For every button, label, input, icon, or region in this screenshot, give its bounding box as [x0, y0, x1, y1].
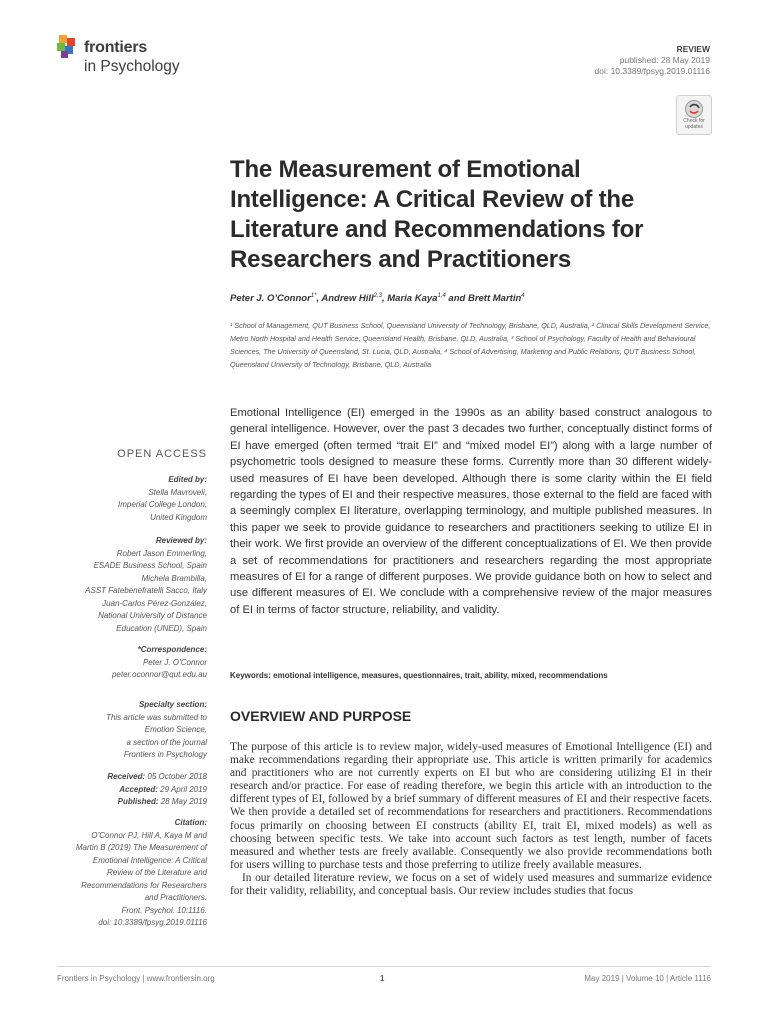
reviewer-line: Education (UNED), Spain — [116, 623, 207, 633]
correspondence-block — [50, 644, 207, 682]
author-affiliation-ref: 1* — [310, 293, 317, 299]
specialty-line: Frontiers in Psychology — [123, 750, 207, 759]
editor-line: United Kingdom — [150, 512, 207, 522]
journal-logo[interactable] — [57, 35, 207, 80]
check-updates-icon — [684, 99, 704, 119]
edited-by-heading: Edited by: — [168, 475, 207, 484]
article-title: The Measurement of Emotional Intelligence: A Critical Review of the Literature and Recommendations for Researchers and Practitioners — [230, 156, 644, 273]
keywords-label: Keywords: — [230, 671, 271, 680]
specialty-line: a section of the journal — [126, 737, 207, 747]
published-date-sidebar: Published: 28 May 2019 — [117, 797, 207, 806]
author-affiliation-ref: 2,3 — [373, 293, 382, 299]
article-doi[interactable]: doi: 10.3389/fpsyg.2019.01116 — [594, 66, 710, 76]
reviewer-line: ASST Fatebenefratelli Sacco, Italy — [85, 586, 207, 595]
edited-by-block — [50, 474, 207, 524]
specialty-heading: Specialty section: — [138, 700, 207, 709]
footer-divider — [57, 966, 711, 967]
author-name[interactable]: Andrew Hill — [321, 293, 374, 305]
correspondence-name: Peter J. O’Connor — [142, 657, 207, 667]
received-date: Received: 05 October 2018 — [107, 772, 207, 781]
reviewed-by-heading: Reviewed by: — [155, 536, 207, 545]
keywords-value: emotional intelligence, measures, questionnaires, trait, ability, mixed, recommendations — [273, 671, 608, 680]
correspondence-email-link[interactable]: peter.oconnor@qut.edu.au — [111, 670, 207, 679]
logo-wordmark-frontiers: frontiers — [84, 39, 148, 56]
footer-journal-link[interactable]: Frontiers in Psychology | www.frontiersin.org — [57, 974, 215, 983]
check-for-updates-button[interactable] — [676, 95, 712, 135]
author-affiliation-ref: 4 — [521, 293, 525, 299]
body-paragraph: In our detailed literature review, we focus on a set of widely used measures and summarize evidence for their validity, reliability, and conceptual basis. Our review includes studies that focus — [230, 871, 712, 898]
article-meta — [595, 44, 710, 77]
reviewer-line[interactable]: Robert Jason Emmerling, — [116, 548, 207, 558]
reviewer-line: National University of Distance — [98, 611, 207, 620]
citation-line: Emotional Intelligence: A Critical — [92, 855, 207, 865]
check-updates-label: Check for updates — [683, 118, 705, 130]
specialty-line: This article was submitted to — [106, 712, 207, 722]
published-date: published: 28 May 2019 — [619, 55, 710, 65]
open-access-label: OPEN ACCESS — [117, 448, 207, 460]
article-type: REVIEW — [676, 44, 710, 54]
citation-line: and Practitioners. — [144, 893, 207, 902]
body-paragraph: The purpose of this article is to review major, widely-used measures of Emotional Intelligence (EI) and make recommendations regarding their appropriate use. This article is written primarily for academics and practitioners who are not currently experts on EI but who are considering utilizing EI in their research and/or practice. For ease of reading therefore, we begin this article with an introduction to the different types of EI, followed by a brief summary of different measures of EI and their respective facets. We then provide a detailed set of recommendations for researchers and practitioners. Recommendations focus primarily on choosing between EI constructs (ability EI, trait EI, mixed models) as well as choosing between specific tests. We take into account such factors as test length, number of facets measured and whether tests are freely available. Consequently we also provide recommendations both for users willing to purchase tests and those preferring to utilize freely available measures. — [230, 741, 712, 871]
citation-heading: Citation: — [174, 818, 207, 827]
author-list: Peter J. O’Connor$^{1*}$, Andrew Hill$^{2,3}$, Maria Kaya$^{1,4}$ and Brett Martin$^4$ — [230, 293, 525, 305]
citation-line: O’Connor PJ, Hill A, Kaya M and — [91, 830, 207, 840]
page-number: 1 — [380, 974, 385, 983]
reviewer-line: ESADE Business School, Spain — [93, 561, 207, 570]
author-name[interactable]: Peter J. O’Connor — [230, 293, 311, 305]
author-affiliation-ref: 1,4 — [437, 293, 446, 299]
section-heading: OVERVIEW AND PURPOSE — [230, 708, 412, 724]
accepted-date: Accepted: 29 April 2019 — [119, 784, 207, 794]
specialty-section-block — [50, 699, 207, 762]
citation-line: Recommendations for Researchers — [81, 880, 207, 890]
frontiers-logo-icon — [57, 35, 81, 59]
section-body — [230, 741, 712, 898]
abstract: Emotional Intelligence (EI) emerged in the 1990s as an ability based construct analogous to general intelligence. However, over the past 3 decades two further, conceptually distinct forms of EI have emerged (often termed “trait EI” and “mixed model EI”) along with a large number of psychometric tools designed to measure these forms. Currently more than 30 different widely-used measures of EI have been developed. Although there is some clarity within the EI field regarding the types of EI and their respective measures, those external to the field are faced with a seemingly complex EI literature, overlapping terminology, and multiple published measures. In this paper we seek to provide guidance to researchers and practitioners seeking to utilize EI in their work. We first provide an overview of the different conceptualizations of EI. We then provide a set of recommendations for practitioners and researchers regarding the most appropriate measures of EI for a range of different purposes. We provide guidance both on how to select and use different measures of EI. We conclude with a comprehensive review of the major measures of EI in terms of factor structure, reliability, and validity. — [230, 407, 712, 616]
author-name[interactable]: Brett Martin — [467, 293, 522, 305]
logo-wordmark-journal: in Psychology — [84, 58, 180, 75]
reviewed-by-block — [50, 535, 207, 635]
author-name[interactable]: Maria Kaya — [387, 293, 438, 305]
citation-line: Review of the Literature and — [106, 868, 207, 877]
keywords — [230, 671, 714, 680]
citation-block — [50, 817, 207, 930]
editor-line: Imperial College London, — [118, 500, 207, 509]
affiliations: ¹ School of Management, QUT Business School, Queensland University of Technology, Brisbane, QLD, Australia, ² Clinical Skills Development Service, Metro North Hospital and Health Service, Queensland Health, Brisbane, QLD, Australia, ³ School of Psychology, Faculty of Health and Behavioural Sciences, The University of Queensland, St. Lucia, QLD, Australia, ⁴ School of Advertising, Marketing and Public Relations, QUT Business School, Queensland University of Technology, Brisbane, QLD, Australia — [230, 321, 711, 369]
editor-line[interactable]: Stella Mavroveli, — [148, 487, 207, 497]
citation-doi-link[interactable]: doi: 10.3389/fpsyg.2019.01116 — [98, 918, 207, 927]
dates-block — [50, 771, 207, 809]
citation-line: Front. Psychol. 10:1116. — [121, 905, 207, 915]
citation-line: Martin B (2019) The Measurement of — [75, 843, 207, 852]
correspondence-heading: *Correspondence: — [137, 645, 207, 654]
reviewer-line[interactable]: Juan-Carlos Pérez-González, — [102, 598, 207, 608]
footer-issue-info: May 2019 | Volume 10 | Article 1116 — [584, 974, 711, 983]
reviewer-line[interactable]: Michela Brambilla, — [141, 573, 207, 583]
specialty-line: Emotion Science, — [144, 725, 207, 734]
